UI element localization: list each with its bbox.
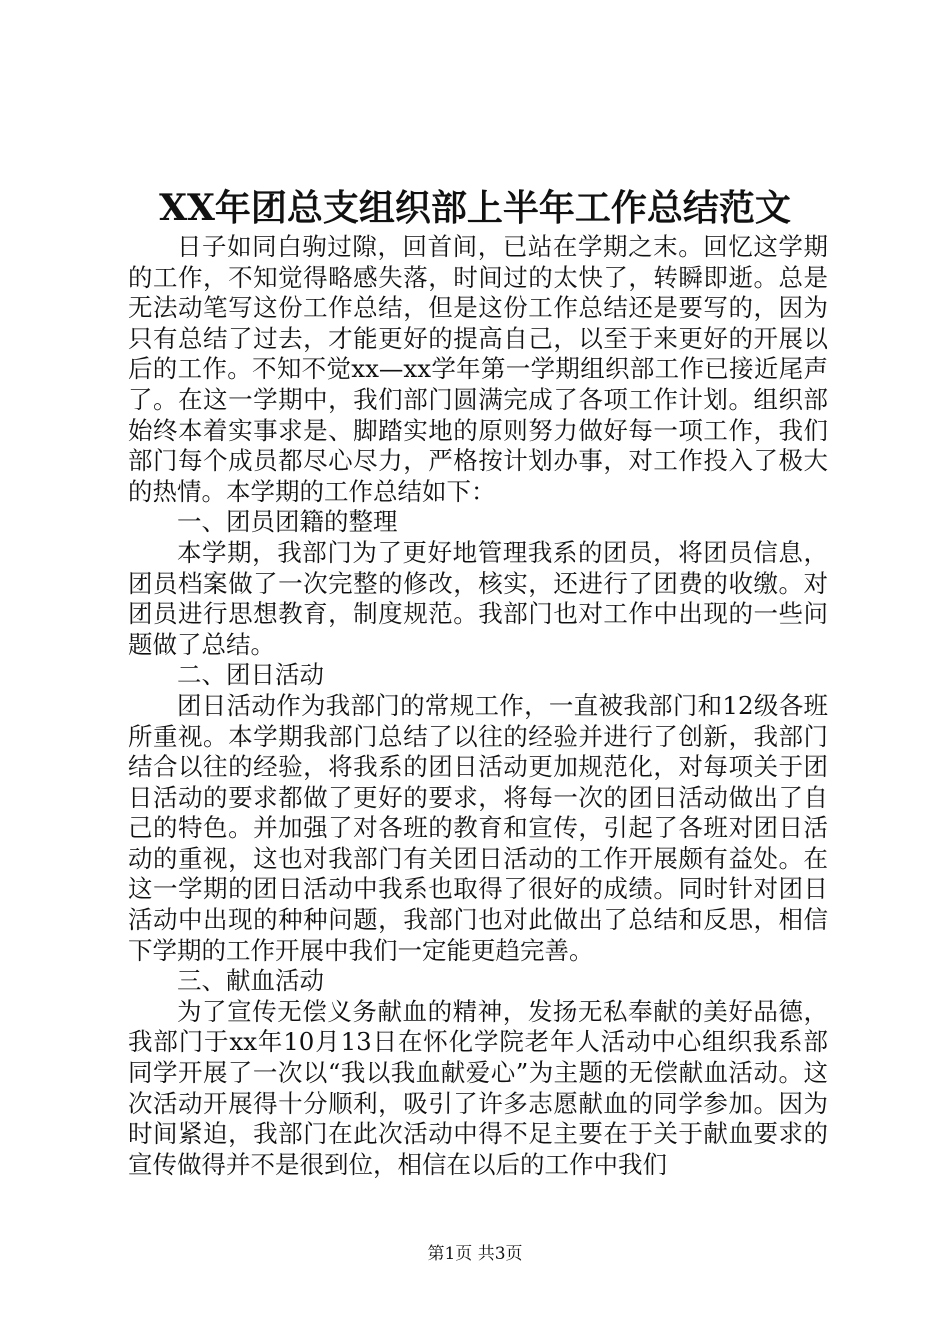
paragraph-section-3: 为了宣传无偿义务献血的精神，发扬无私奉献的美好品德，我部门于xx年10月13日在怀化学院老年人活动中心组织我系部同学开展了一次以“我以我血献爱心”为主题的无偿献血活动。这次活动开展得十分顺利，吸引了许多志愿献血的同学参加。因为时间紧迫，我部门在此次活动中得不足主要在于关于献血要求的宣传做得并不是很到位，相信在以后的工作中我们 (128, 996, 828, 1179)
paragraph-section-2: 团日活动作为我部门的常规工作，一直被我部门和12级各班所重视。本学期我部门总结了以往的经验并进行了创新，我部门结合以往的经验，将我系的团日活动更加规范化，对每项关于团日活动的要求都做了更好的要求，将每一次的团日活动做出了自己的特色。并加强了对各班的教育和宣传，引起了各班对团日活动的重视，这也对我部门有关团日活动的工作开展颇有益处。在这一学期的团日活动中我系也取得了很好的成绩。同时针对团日活动中出现的种种问题，我部门也对此做出了总结和反思，相信下学期的工作开展中我们一定能更趋完善。 (128, 690, 828, 965)
document-title: XX年团总支组织部上半年工作总结范文 (159, 187, 791, 229)
section-heading-2: 二、团日活动 (177, 660, 324, 690)
section-heading-3: 三、献血活动 (177, 966, 324, 996)
paragraph-intro: 日子如同白驹过隙，回首间，已站在学期之末。回忆这学期的工作，不知觉得略感失落，时间过的太快了，转瞬即逝。总是无法动笔写这份工作总结，但是这份工作总结还是要写的，因为只有总结了过去，才能更好的提高自己，以至于来更好的开展以后的工作。不知不觉xx—xx学年第一学期组织部工作已接近尾声了。在这一学期中，我们部门圆满完成了各项工作计划。组织部始终本着实事求是、脚踏实地的原则努力做好每一项工作，我们部门每个成员都尽心尽力，严格按计划办事，对工作投入了极大的热情。本学期的工作总结如下： (128, 232, 828, 506)
paragraph-section-1: 本学期，我部门为了更好地管理我系的团员，将团员信息，团员档案做了一次完整的修改，核实，还进行了团费的收缴。对团员进行思想教育，制度规范。我部门也对工作中出现的一些问题做了总结。 (128, 537, 828, 659)
page-number-footer: 第1页 共3页 (427, 1244, 523, 1264)
section-heading-1: 一、团员团籍的整理 (177, 507, 398, 537)
document-body (128, 232, 828, 1180)
